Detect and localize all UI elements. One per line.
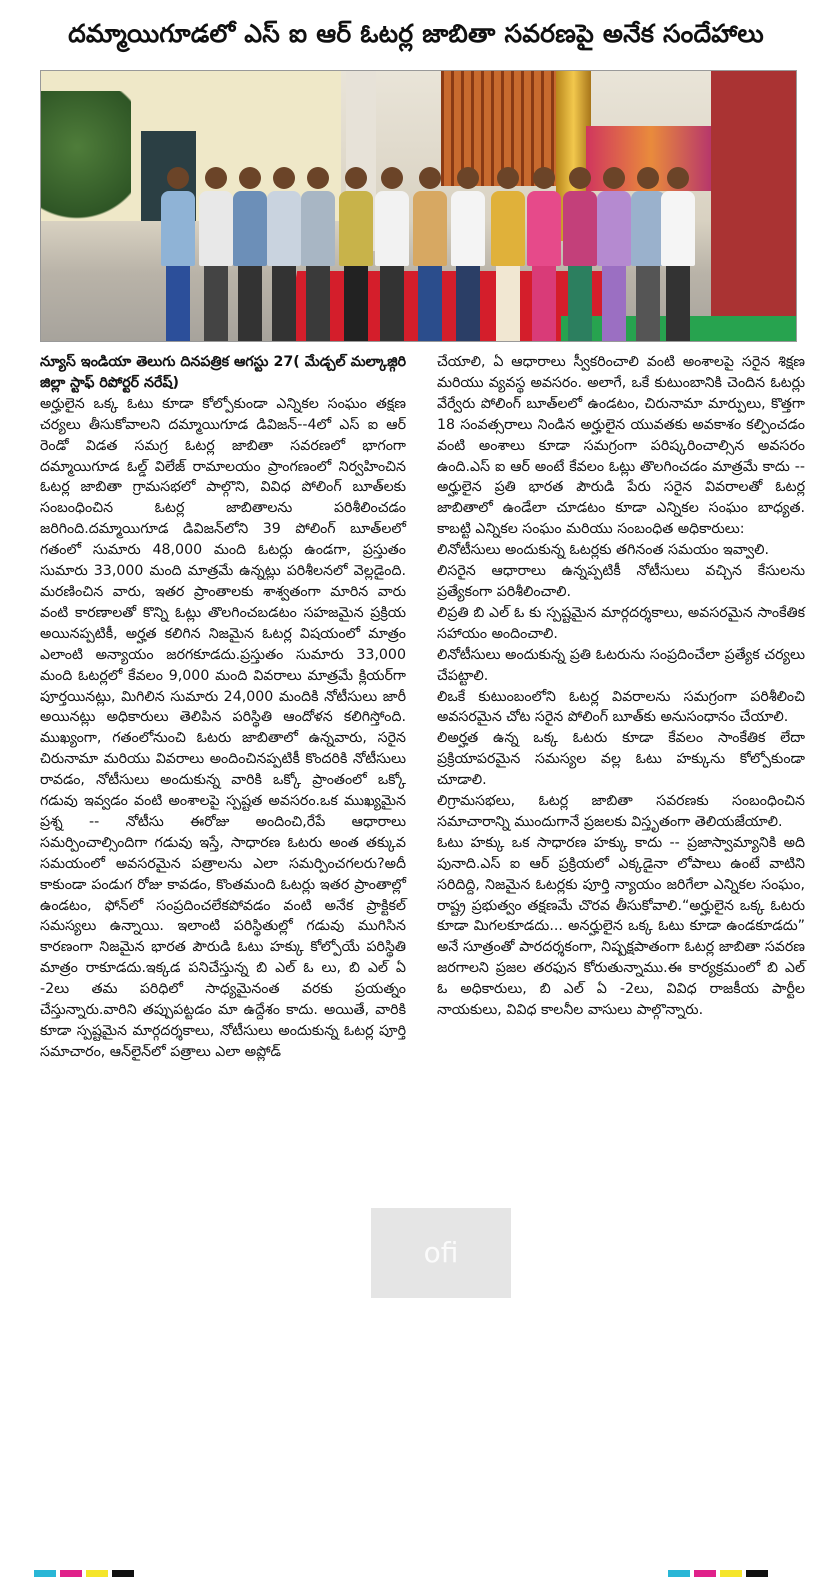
right-bullet-7: లిగ్రామసభలు, ఓటర్ల జాబితా సవరణకు సంబంధించిన సమాచారాన్ని ముందుగానే ప్రజలకు విస్తృతంగా తెలియజేయాలి.: [437, 793, 805, 830]
right-bullet-4: లినోటీసులు అందుకున్న ప్రతి ఓటరును సంప్రదించేలా ప్రత్యేక చర్యలు చేపట్టాలి.: [437, 646, 805, 684]
registration-mark: [112, 1570, 134, 1577]
right-bullet-1: లినోటీసులు అందుకున్న ఓటర్లకు తగినంత సమయం ఇవ్వాలి.: [437, 542, 770, 559]
registration-mark: [694, 1570, 716, 1577]
photo-plants: [41, 91, 131, 231]
right-bullet-3: లిప్రతి బి ఎల్ ఓ కు స్పష్టమైన మార్గదర్శకాలు, అవసరమైన సాంకేతిక సహాయం అందించాలి.: [437, 604, 805, 642]
right-paragraph-closing: ఓటు హక్కు ఒక సాధారణ హక్కు కాదు -- ప్రజాస్వామ్యానికి అది పునాది.ఎస్ ఐ ఆర్ ప్రక్రియలో ఎక్కడైనా లోపాలు ఉంటే వాటిని సరిదిద్ది, నిజమైన ఓటర్లకు పూర్తి న్యాయం జరిగేలా ఎన్నికల సంఘం, రాష్ట్ర ప్రభుత్వం తక్షణమే చొరవ తీసుకోవాలి.“అర్హులైన ఒక్క ఓటరు కూడా మిగలకూడదు... అనర్హులైన ఒక్క ఓటు కూడా ఉండకూడదు” అనే సూత్రంతో పారదర్శకంగా, నిష్పక్షపాతంగా ఓటర్ల జాబితా సవరణ జరగాలని ప్రజల తరఫున కోరుతున్నాము.ఈ కార్యక్రమంలో బి ఎల్ ఓ అధికారులు, బి ఎల్ ఏ -2లు, వివిధ రాజకీయ పార్టీల నాయకులు, వివిధ కాలనీల వాసులు పాల్గొన్నారు.: [437, 834, 805, 1019]
registration-mark: [746, 1570, 768, 1577]
event-photo: [40, 70, 797, 342]
right-bullet-6: లిఅర్హత ఉన్న ఒక్క ఓటరు కూడా కేవలం సాంకేతిక లేదా ప్రక్రియాపరమైన సమస్యల వల్ల ఓటు హక్కును కోల్పోకుండా చూడాలి.: [437, 730, 805, 789]
registration-mark: [668, 1570, 690, 1577]
registration-mark: [86, 1570, 108, 1577]
registration-marks-right: [668, 1562, 772, 1570]
photo-right-structure: [711, 71, 796, 341]
right-bullet-2: లిసరైన ఆధారాలు ఉన్నప్పటికీ నోటీసులు వచ్చిన కేసులను ప్రత్యేకంగా పరిశీలించాలి.: [437, 563, 805, 600]
registration-mark: [60, 1570, 82, 1577]
byline: న్యూస్ ఇండియా తెలుగు దినపత్రిక ఆగస్టు 27( మేడ్చల్ మల్కాజ్గిరి జిల్లా స్టాఫ్ రిపోర్టర్ నరేష్): [40, 354, 406, 391]
right-bullet-5: లిఒకే కుటుంబంలోని ఓటర్ల వివరాలను సమగ్రంగా పరిశీలించి అవసరమైన చోట సరైన పోలింగ్ బూత్‌కు అనుసంధానం చేయాలి.: [437, 688, 805, 726]
left-column-paragraph: అర్హులైన ఒక్క ఓటు కూడా కోల్పోకుండా ఎన్నికల సంఘం తక్షణ చర్యలు తీసుకోవాలని దమ్మాయిగూడ డివిజన్--4లో ఎస్ ఐ ఆర్ రెండో విడత సమగ్ర ఓటర్ల జాబితా సవరణలో భాగంగా దమ్మాయిగూడ ఓల్డ్ విలేజ్ రామాలయం ప్రాంగణంలో నిర్వహించిన ఓటర్ల జాబితా గ్రామసభలో పాల్గొని, వివిధ పోలింగ్ బూత్‌లకు సంబంధించిన ఓటర్ల జాబితాలను పరిశీలించడం జరిగింది.దమ్మాయిగూడ డివిజన్‌లోని 39 పోలింగ్ బూత్‌లలో గతంలో సుమారు 48,000 మంది ఓటర్లు ఉండగా, ప్రస్తుతం సుమారు 33,000 మంది మాత్రమే ఉన్నట్లు పరిశీలనలో వెల్లడైంది. మరణించిన వారు, ఇతర ప్రాంతాలకు శాశ్వతంగా మారిన వారు వంటి కారణాలతో కొన్ని ఓట్లు తొలగించబడటం సహజమైన ప్రక్రియ అయినప్పటికీ, అర్హత కలిగిన నిజమైన ఓటర్ల విషయంలో మాత్రం ఎలాంటి అన్యాయం జరగకూడదు.ప్రస్తుతం సుమారు 33,000 మంది ఓటర్లలో కేవలం 9,000 మంది వివరాలు మాత్రమే క్లియర్‌గా పూర్తయినట్లు, మిగిలిన సుమారు 24,000 మందికి నోటీసులు జారీ అయినట్లు అధికారులు తెలిపిన పరిస్థితి ఆందోళన కలిగిస్తోంది. ముఖ్యంగా, గతంలోనుంచి ఓటరు జాబితాలో ఉన్నవారు, సరైన చిరునామా మరియు వివరాలు అందించినప్పటికీ కొందరికి నోటీసులు రావడం, నోటీసులు అందుకున్న వారికి ఒక్కో ప్రాంతంలో ఒక్కో గడువు ఇవ్వడం వంటి అంశాలపై స్పష్టత అవసరం.ఒక ముఖ్యమైన ప్రశ్న -- నోటీసు ఈరోజు అందించి,రేపే ఆధారాలు సమర్పించాల్సిందిగా గడువు ఇస్తే, సాధారణ ఓటరు అంత తక్కువ సమయంలో అవసరమైన పత్రాలను ఎలా సమర్పించగలరు?అదీ కాకుండా పండుగ రోజు కావడం, కొంతమంది ఓటర్లు ఇతర ప్రాంతాల్లో ఉండటం, ఫోన్‌లో సంప్రదించలేకపోవడం వంటి అనేక ప్రాక్టికల్ సమస్యలు ఉన్నాయి. ఇలాంటి పరిస్థితుల్లో గడువు ముగిసిన కారణంగా నిజమైన భారత పౌరుడి ఓటు హక్కు కోల్పోయే పరిస్థితి మాత్రం రాకూడదు.ఇక్కడ పనిచేస్తున్న బి ఎల్ ఓ లు, బి ఎల్ ఏ -2లు తమ పరిధిలో సాధ్యమైనంత వరకు ప్రయత్నం చేస్తున్నారు.వారిని తప్పుపట్టడం మా ఉద్దేశం కాదు. అయితే, వారికి కూడా స్పష్టమైన మార్గదర్శకాలు, నోటీసులు అందుకున్న ఓటర్ల పూర్తి సమాచారం, ఆన్‌లైన్‌లో పత్రాలు ఎలా అప్లోడ్: [40, 395, 406, 1060]
right-paragraph-intro: చేయాలి, ఏ ఆధారాలు స్వీకరించాలి వంటి అంశాలపై సరైన శిక్షణ మరియు వ్యవస్థ అవసరం. అలాగే, ఒకే కుటుంబానికి చెందిన ఓటర్లు వేర్వేరు పోలింగ్ బూత్‌లలో ఉండటం, చిరునామా మార్పులు, కొత్తగా 18 సంవత్సరాలు నిండిన అర్హులైన యువతకు అవకాశం కల్పించడం వంటి అంశాలు కూడా సమగ్రంగా పరిష్కరించాల్సిన అవసరం ఉంది.ఎస్ ఐ ఆర్ అంటే కేవలం ఓట్లు తొలగించడం మాత్రమే కాదు -- అర్హులైన ప్రతి భారత పౌరుడి పేరు సరైన వివరాలతో ఓటర్ల జాబితాలో ఉండేలా చూడటం కూడా ఎన్నికల సంఘం బాధ్యత. కాబట్టి ఎన్నికల సంఘం మరియు సంబంధిత అధికారులు:: [437, 354, 805, 538]
right-column: [437, 352, 805, 1021]
registration-mark: [34, 1570, 56, 1577]
photo-group-of-people: [161, 121, 691, 341]
left-column: [40, 352, 406, 1063]
registration-mark: [720, 1570, 742, 1577]
registration-marks-left: [34, 1562, 138, 1570]
watermark: ofi: [371, 1208, 511, 1298]
headline: దమ్మాయిగూడలో ఎస్ ఐ ఆర్ ఓటర్ల జాబితా సవరణపై అనేక సందేహాలు: [68, 19, 764, 48]
